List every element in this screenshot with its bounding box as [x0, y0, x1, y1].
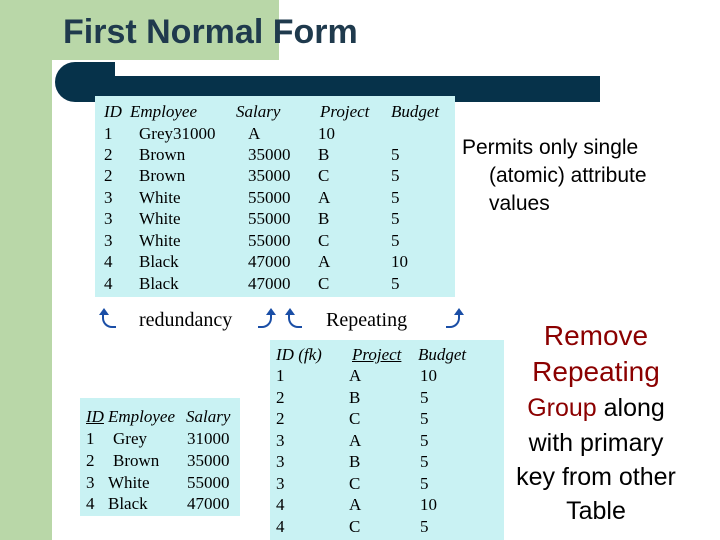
project-cell: 5 [420, 388, 429, 407]
employee-header-salary: Salary [186, 407, 231, 426]
main-header-project: Project [320, 102, 370, 121]
redundancy-label: redundancy [139, 309, 233, 331]
atomic-note-line: (atomic) attribute [489, 164, 647, 187]
project-cell: 1 [276, 366, 285, 385]
main-cell: 5 [391, 166, 400, 185]
employee-cell: 31000 [187, 429, 230, 448]
project-cell: 4 [276, 495, 285, 514]
project-cell: A [349, 495, 362, 514]
employee-cell: 55000 [187, 473, 230, 492]
with-primary-line: with primary [528, 429, 664, 457]
project-cell: B [349, 452, 361, 471]
main-cell: Grey31000 [139, 124, 216, 143]
employee-cell: 1 [86, 429, 95, 448]
main-cell: 3 [104, 188, 113, 207]
repeating-right-arrow-icon [446, 314, 460, 328]
main-cell: 10 [391, 252, 408, 271]
employee-header-id: ID [86, 407, 104, 426]
main-cell: 4 [104, 274, 113, 293]
main-cell: 1 [104, 124, 113, 143]
main-header-employee: Employee [130, 102, 198, 121]
main-cell: 4 [104, 252, 113, 271]
key-from-other-line: key from other [516, 463, 676, 491]
group-word: Group [527, 394, 597, 422]
employee-cell: White [108, 473, 150, 492]
main-cell: B [318, 209, 330, 228]
employee-cell: 35000 [187, 451, 230, 470]
main-cell: 5 [391, 209, 400, 228]
main-cell: C [318, 166, 330, 185]
project-cell: C [349, 517, 361, 536]
project-cell: 5 [420, 431, 429, 450]
atomic-note-line: values [489, 192, 550, 215]
main-cell: White [139, 209, 181, 228]
remove-repeating-note [498, 318, 694, 528]
main-cell: C [318, 274, 330, 293]
main-cell: 2 [104, 145, 113, 164]
main-cell: A [318, 252, 331, 271]
project-cell: 5 [420, 409, 429, 428]
employee-header-name: Employee [108, 407, 176, 426]
main-header-budget: Budget [391, 102, 440, 121]
redundancy-right-arrow-icon [258, 314, 272, 328]
main-cell: 35000 [248, 166, 291, 185]
main-cell: 3 [104, 209, 113, 228]
main-cell: White [139, 188, 181, 207]
along-word: along [596, 394, 665, 422]
employee-cell: 2 [86, 451, 95, 470]
main-header-salary: Salary [236, 102, 281, 121]
main-cell: Brown [139, 145, 186, 164]
main-cell: 47000 [248, 274, 291, 293]
main-cell: 2 [104, 166, 113, 185]
project-cell: 2 [276, 409, 285, 428]
main-cell: A [248, 124, 261, 143]
green-side-strip [0, 0, 52, 540]
redundancy-left-arrow-icon [102, 314, 116, 328]
main-cell: A [318, 188, 331, 207]
project-cell: C [349, 474, 361, 493]
employee-cell: 47000 [187, 494, 230, 513]
main-cell: 35000 [248, 145, 291, 164]
project-cell: A [349, 431, 362, 450]
atomic-note [462, 134, 682, 218]
main-cell: Black [139, 274, 179, 293]
project-cell: 4 [276, 517, 285, 536]
remove-line: Remove [543, 320, 649, 351]
main-cell: 55000 [248, 231, 291, 250]
project-cell: 5 [420, 452, 429, 471]
project-cell: 3 [276, 452, 285, 471]
project-cell: 3 [276, 431, 285, 450]
main-cell: B [318, 145, 330, 164]
project-cell: 3 [276, 474, 285, 493]
main-cell: White [139, 231, 181, 250]
project-cell: 10 [420, 495, 437, 514]
main-cell: 3 [104, 231, 113, 250]
employee-cell: Grey [113, 429, 147, 448]
project-header-budget: Budget [418, 345, 467, 364]
project-cell: C [349, 409, 361, 428]
project-table-panel [270, 340, 504, 540]
employee-cell: Brown [113, 451, 160, 470]
main-cell: C [318, 231, 330, 250]
employee-cell: 4 [86, 494, 95, 513]
main-cell: 5 [391, 145, 400, 164]
project-cell: 2 [276, 388, 285, 407]
main-cell: 55000 [248, 188, 291, 207]
table-line: Table [566, 497, 626, 525]
main-cell: Black [139, 252, 179, 271]
employee-cell: 3 [86, 473, 95, 492]
project-cell: 10 [420, 366, 437, 385]
repeating-left-arrow-icon [288, 314, 302, 328]
main-cell: 10 [318, 124, 335, 143]
employee-cell: Black [108, 494, 148, 513]
main-cell: 5 [391, 188, 400, 207]
project-header-project: Project [352, 345, 402, 364]
repeating-label: Repeating [326, 309, 408, 331]
main-cell: 55000 [248, 209, 291, 228]
main-header-id: ID [104, 102, 122, 121]
project-header-id-fk: ID (fk) [276, 345, 322, 364]
repeating-line: Repeating [532, 356, 660, 387]
project-cell: B [349, 388, 361, 407]
atomic-note-line: Permits only single [462, 136, 639, 159]
main-cell: 47000 [248, 252, 291, 271]
project-cell: 5 [420, 474, 429, 493]
main-cell: Brown [139, 166, 186, 185]
main-cell: 5 [391, 274, 400, 293]
project-cell: A [349, 366, 362, 385]
slide-title: First Normal Form [63, 13, 358, 51]
project-cell: 5 [420, 517, 429, 536]
group-along-line [498, 390, 694, 426]
main-cell: 5 [391, 231, 400, 250]
